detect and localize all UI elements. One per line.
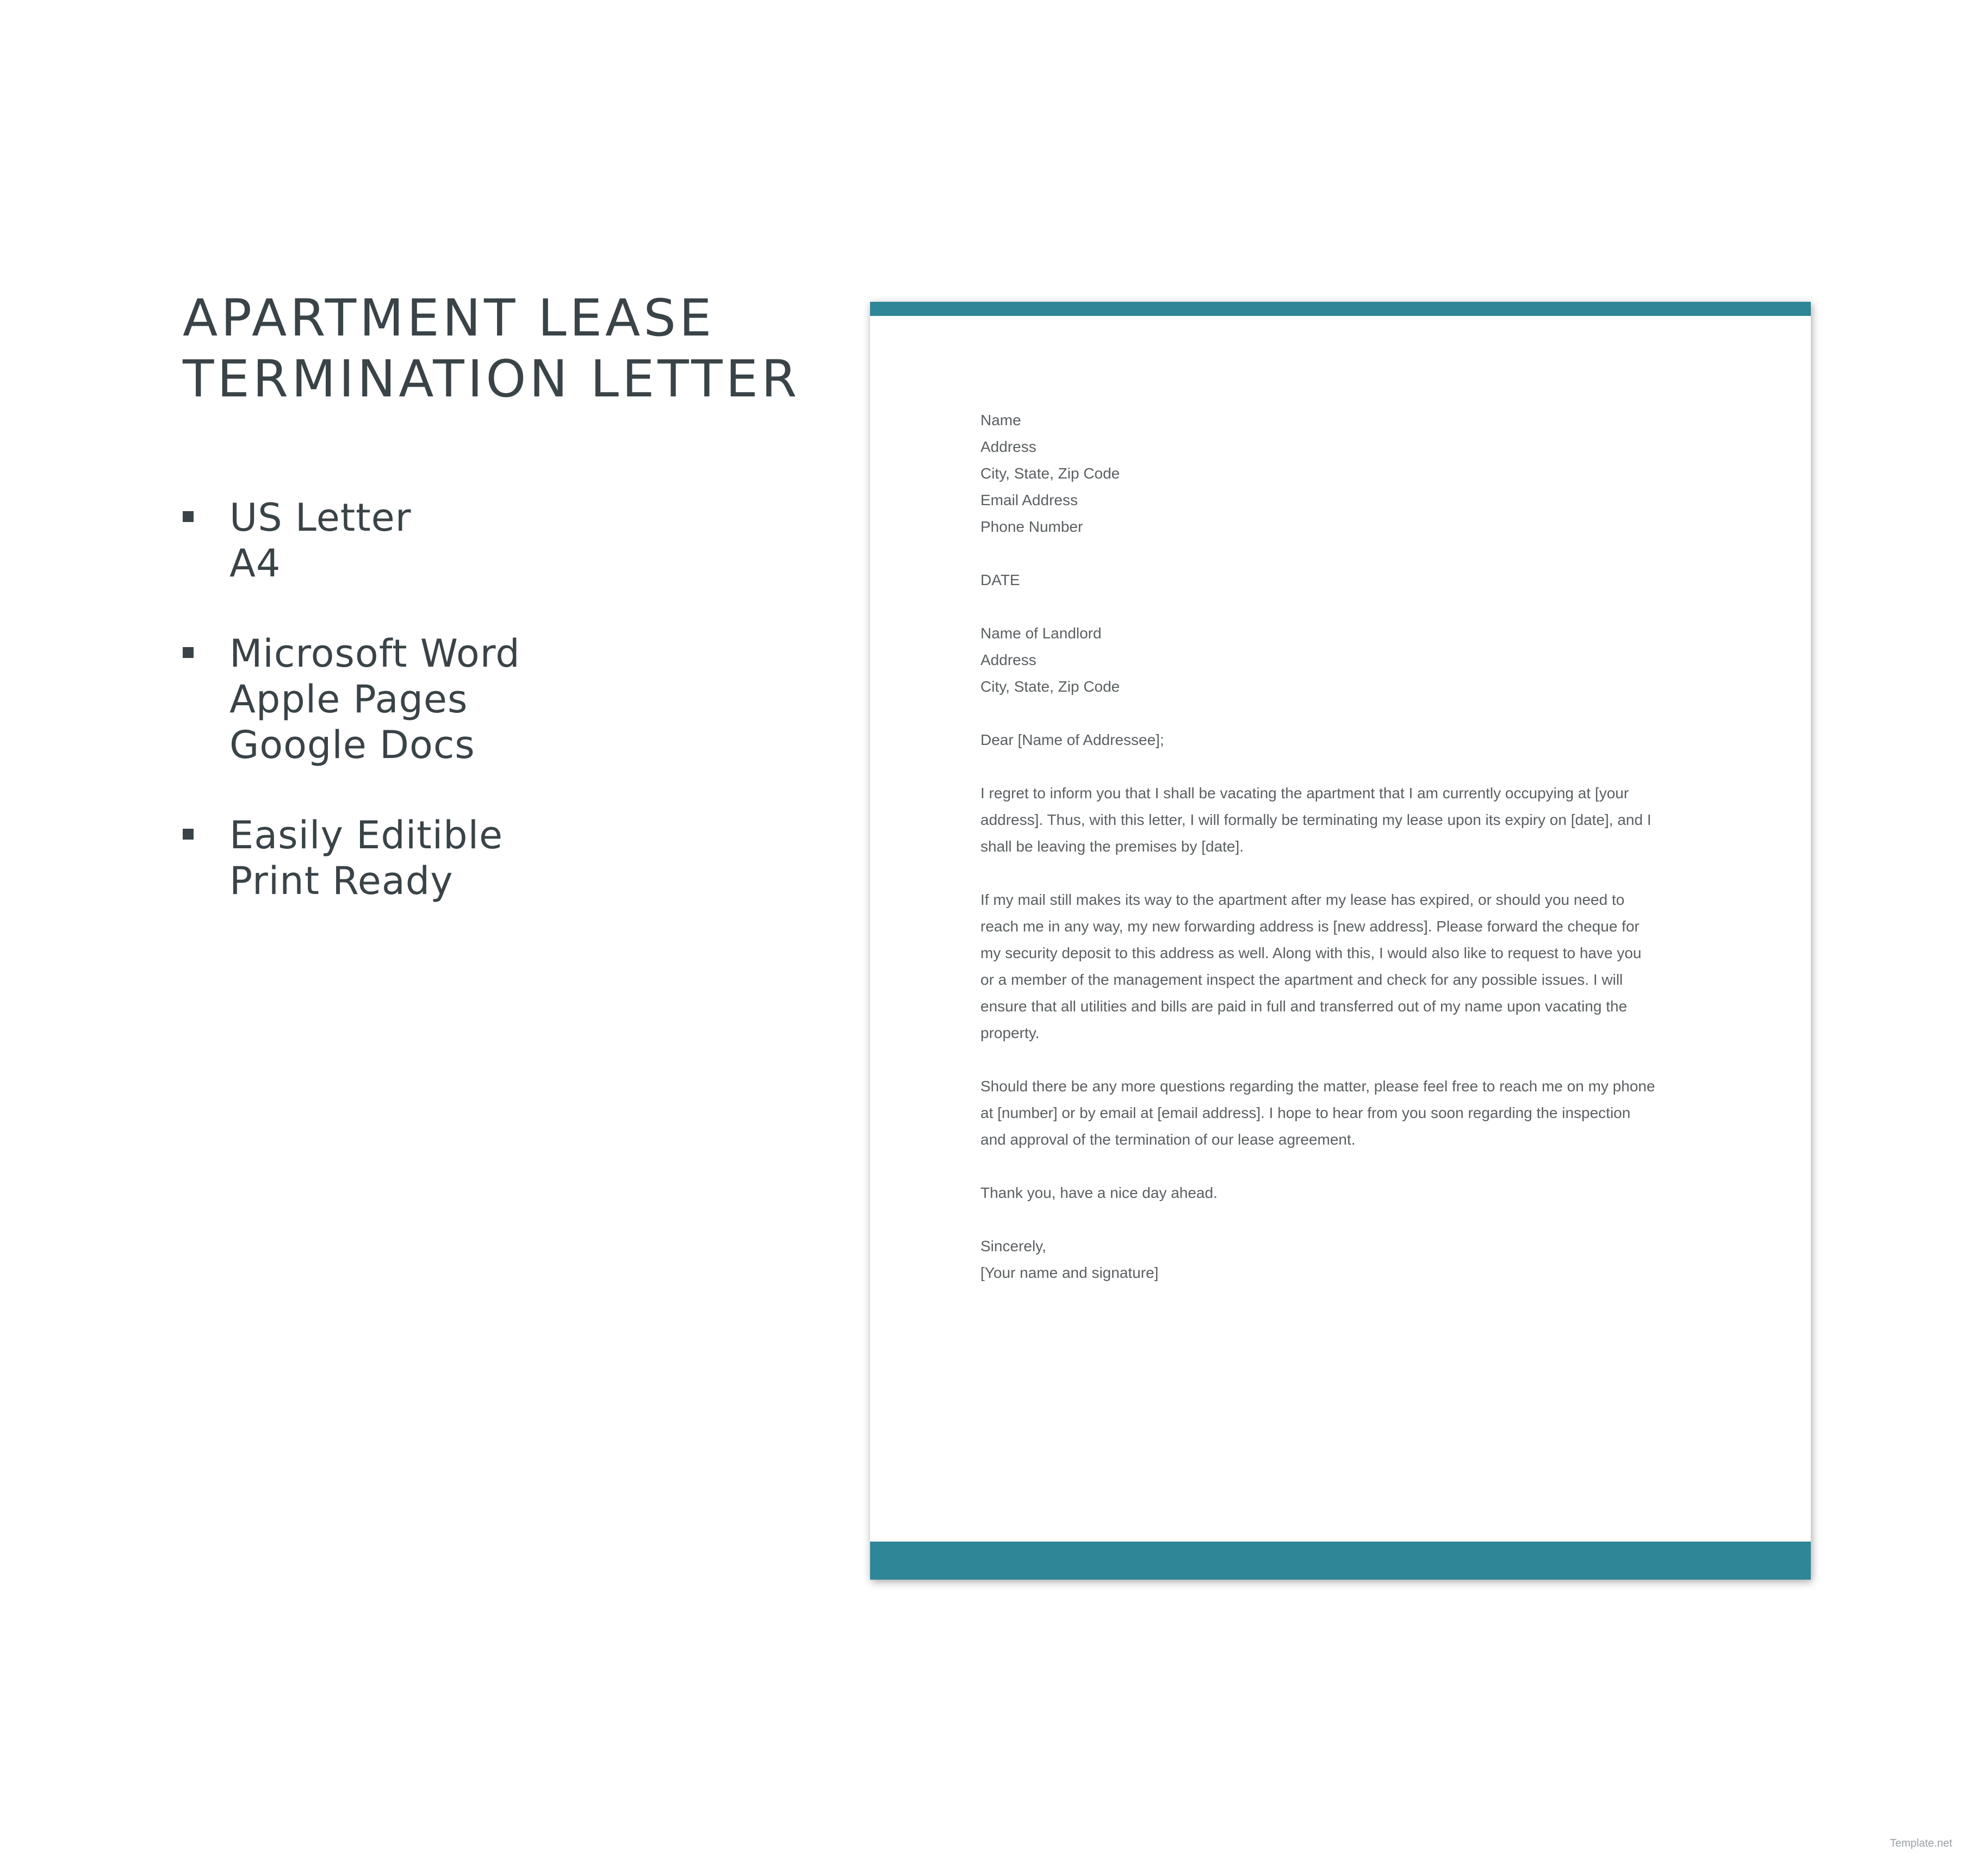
paragraph-line: and approval of the termination of our lease agreement. bbox=[980, 1131, 1356, 1148]
paragraph-line: property. bbox=[980, 1024, 1040, 1041]
recipient-block bbox=[980, 620, 1709, 700]
title-line-1: APARTMENT LEASE bbox=[183, 289, 715, 348]
paragraph-line: If my mail still makes its way to the apartment after my lease has expired, or should you need to bbox=[980, 891, 1625, 908]
letter-date: DATE bbox=[980, 572, 1020, 588]
paragraph-line: ensure that all utilities and bills are paid in full and transferred out of my name upon vacating the bbox=[980, 998, 1628, 1015]
square-bullet-icon bbox=[183, 647, 194, 658]
feature-item: Microsoft Word bbox=[229, 631, 520, 676]
body-paragraph-2 bbox=[980, 886, 1709, 1046]
letter-body bbox=[980, 407, 1709, 1313]
letter-preview bbox=[870, 302, 1811, 1580]
sender-address: Address bbox=[980, 438, 1036, 455]
feature-group-paper-size bbox=[183, 495, 520, 586]
feature-item: US Letter bbox=[229, 495, 412, 540]
feature-group-editing bbox=[183, 812, 520, 904]
feature-item: Google Docs bbox=[229, 723, 475, 767]
paragraph-line: my security deposit to this address as well. Along with this, I would also like to request to have you bbox=[980, 945, 1642, 961]
letter-bottom-accent-bar bbox=[870, 1542, 1811, 1580]
feature-item: Apple Pages bbox=[229, 677, 468, 722]
closing: Sincerely, bbox=[980, 1238, 1046, 1254]
recipient-address: Address bbox=[980, 651, 1036, 668]
recipient-name: Name of Landlord bbox=[980, 625, 1102, 642]
page-title bbox=[183, 288, 835, 410]
feature-group-formats bbox=[183, 631, 520, 768]
body-paragraph-1 bbox=[980, 780, 1709, 860]
paragraph-line: or a member of the management inspect the apartment and check for any possible issues. I will bbox=[980, 971, 1623, 988]
sender-city: City, State, Zip Code bbox=[980, 465, 1120, 482]
sender-phone: Phone Number bbox=[980, 518, 1083, 535]
product-info bbox=[183, 288, 835, 903]
feature-item: A4 bbox=[229, 541, 281, 586]
paragraph-line: at [number] or by email at [email address]. I hope to hear from you soon regarding the inspection bbox=[980, 1104, 1631, 1121]
sender-block bbox=[980, 407, 1709, 540]
salutation: Dear [Name of Addressee]; bbox=[980, 731, 1164, 748]
square-bullet-icon bbox=[183, 829, 194, 840]
feature-item: Print Ready bbox=[229, 859, 454, 903]
paragraph-line: Should there be any more questions regarding the matter, please feel free to reach me on my phone bbox=[980, 1078, 1655, 1095]
signature-placeholder: [Your name and signature] bbox=[980, 1264, 1159, 1281]
paragraph-line: I regret to inform you that I shall be vacating the apartment that I am currently occupying at [your bbox=[980, 785, 1629, 802]
paragraph-line: reach me in any way, my new forwarding address is [new address]. Please forward the cheque for bbox=[980, 918, 1640, 935]
sender-name: Name bbox=[980, 412, 1021, 428]
feature-list bbox=[183, 495, 520, 948]
paragraph-line: shall be leaving the premises by [date]. bbox=[980, 838, 1244, 855]
sender-email: Email Address bbox=[980, 492, 1078, 508]
closing-block bbox=[980, 1233, 1709, 1286]
feature-item: Easily Editible bbox=[229, 813, 504, 858]
letter-top-accent-bar bbox=[870, 302, 1811, 316]
watermark: Template.net bbox=[1890, 1837, 1952, 1849]
body-paragraph-3 bbox=[980, 1073, 1709, 1153]
recipient-city: City, State, Zip Code bbox=[980, 678, 1120, 695]
thanks-line: Thank you, have a nice day ahead. bbox=[980, 1184, 1218, 1201]
square-bullet-icon bbox=[183, 511, 194, 522]
paragraph-line: address]. Thus, with this letter, I will formally be terminating my lease upon its expiry on [date], and I bbox=[980, 811, 1651, 828]
title-line-2: TERMINATION LETTER bbox=[183, 350, 800, 409]
